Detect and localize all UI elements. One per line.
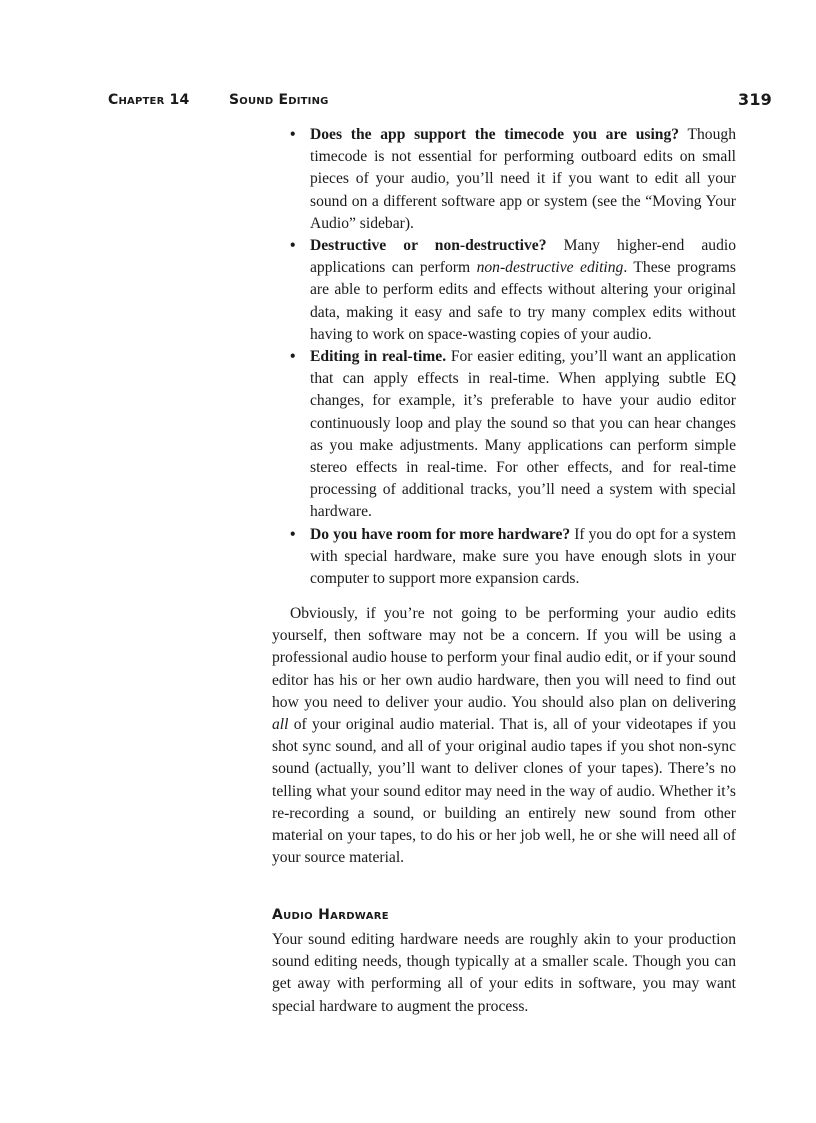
chapter-label: Chapter 14 <box>108 92 190 108</box>
bullet-lead: Do you have room for more hardware? <box>310 525 571 543</box>
paragraph-text: Obviously, if you’re not going to be performing your audio edits yourself, then software may not be a concern. If you will be using a professional audio house to perform your final audio edit, or if your sound editor has his or her own audio hardware, then you will need to find out how you need to deliver your audio. You should also plan on delivering <box>272 605 736 711</box>
bullet-item-hardware-room <box>290 524 736 591</box>
section-paragraph: Your sound editing hardware needs are roughly akin to your production sound editing needs, though typically at a smaller scale. Though you can get away with performing all of your edits in software, you may want special hardware to augment the process. <box>272 931 736 1015</box>
paragraph-text: of your original audio material. That is, all of your videotapes if you shot sync sound, and all of your original audio tapes if you shot non-sync sound (actually, you’ll want to deliver clones of your tapes). There’s no telling what your sound editor may need in the way of audio. Whether it’s re-recording a sound, or building an entirely new sound from other material on your tapes, to do his or her job well, he or she will need all of your source material. <box>272 716 736 867</box>
chapter-title: Sound Editing <box>229 92 329 108</box>
bullet-icon: • <box>290 525 296 543</box>
bullet-text: If you do opt for a system with special hardware, make sure you have enough slots in your computer to support more expansion cards. <box>310 525 736 588</box>
page-number: 319 <box>738 90 772 109</box>
bullet-text: For easier editing, you’ll want an application that can apply effects in real-time. When applying subtle EQ changes, for example, it’s preferable to have your audio editor continuously loop and play the sound so that you can hear changes as you make adjustments. Many applications can perform simple stereo effects in real-time. For other effects, and for real-time processing of additional tracks, you’ll need a system with special hardware. <box>310 348 737 521</box>
bullet-item-destructive <box>290 235 736 346</box>
bullet-text: Though timecode is not essential for performing outboard edits on small pieces of your audio, you’ll need it if you want to edit all your sound on a different software app or system (see the “Moving Your Audio” sidebar). <box>310 126 736 232</box>
section-heading: Audio Hardware <box>272 907 389 923</box>
body-paragraph <box>272 603 736 869</box>
bullet-item-realtime <box>290 346 736 524</box>
bullet-icon: • <box>290 126 296 143</box>
bullet-emphasis: non-destructive editing <box>476 259 624 277</box>
bullet-icon: • <box>290 348 296 366</box>
paragraph-emphasis: all <box>272 716 289 734</box>
bullet-item-timecode <box>290 124 736 235</box>
bullet-text: . These programs are able to perform edits and effects without altering your original data, making it easy and safe to try many complex edits without having to work on space-wasting copies of your audio. <box>310 259 736 343</box>
bullet-icon: • <box>290 237 296 255</box>
bullet-lead: Does the app support the timecode you are using? <box>310 126 680 143</box>
bullet-lead: Destructive or non-destructive? <box>310 237 547 255</box>
bullet-lead: Editing in real-time. <box>310 348 447 366</box>
running-header <box>108 92 772 112</box>
bullet-list <box>290 124 736 590</box>
bullet-text: Many higher-end audio applications can perform <box>310 237 736 277</box>
